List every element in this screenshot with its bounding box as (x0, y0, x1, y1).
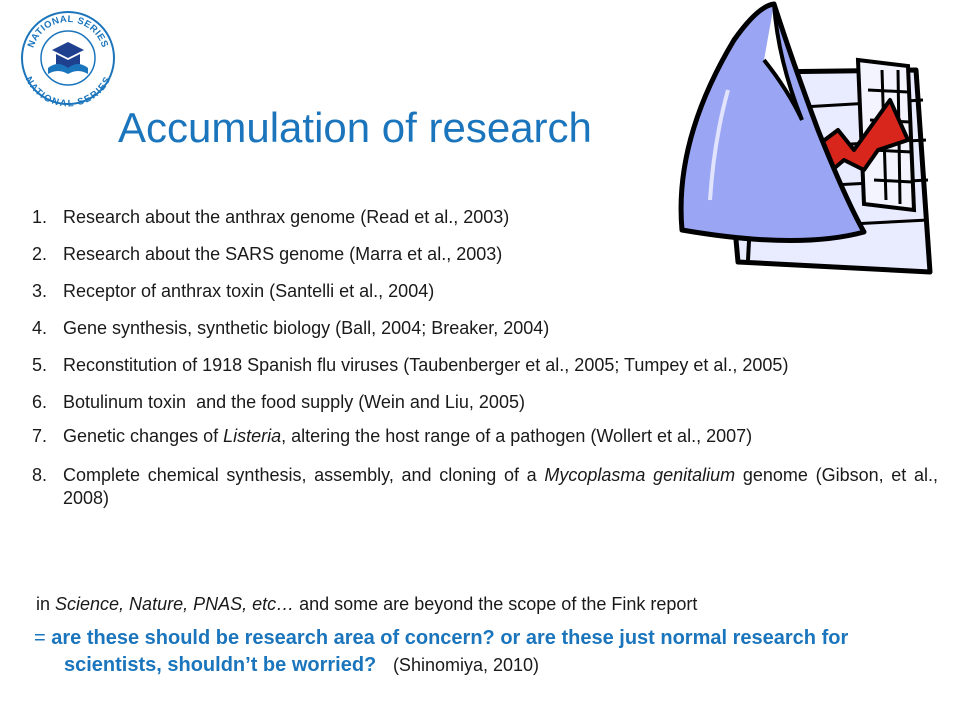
list-item (32, 354, 938, 377)
item-text: Complete chemical synthesis, assembly, and cloning of a (63, 465, 545, 485)
item-number: 5. (32, 355, 48, 375)
item-text: Research about the SARS genome (Marra et al., 2003) (63, 244, 503, 264)
svg-text:NATIONAL SERIES (23, 75, 113, 110)
item-text: Botulinum toxin and the food supply (Wein and Liu, 2005) (63, 392, 525, 412)
item-number: 3. (32, 281, 48, 301)
item-number: 6. (32, 392, 48, 412)
item-text: Genetic changes of (63, 426, 224, 446)
item-number: 1. (32, 207, 48, 227)
journals-names: Science, Nature, PNAS, etc… (55, 594, 295, 614)
item-number: 7. (32, 426, 48, 446)
item-text-tail: genome (Gibson, et al., 2008) (63, 465, 939, 508)
concern-question (34, 625, 944, 679)
list-item (32, 206, 938, 229)
logo-bottom-text: NATIONAL SERIES (22, 74, 114, 110)
list-item (32, 391, 938, 414)
item-text: Receptor of anthrax toxin (Santelli et al., 2004) (63, 281, 435, 301)
item-number: 2. (32, 244, 48, 264)
journals-note (36, 594, 697, 615)
list-item (32, 280, 938, 303)
item-italic-term: Mycoplasma genitalium (544, 465, 736, 485)
item-number: 8. (32, 465, 48, 485)
research-list (32, 206, 938, 524)
logo-emblem-icon (48, 42, 88, 74)
list-item (32, 317, 938, 340)
item-text: Gene synthesis, synthetic biology (Ball, 2004; Breaker, 2004) (63, 318, 550, 338)
list-item (32, 422, 938, 450)
question-text: are these should be research area of concern? or are these just normal research for scientists, shouldn’t be worried? (51, 627, 849, 676)
list-item (32, 243, 938, 266)
logo-top-text: NATIONAL SERIES (25, 13, 111, 50)
page-title: Accumulation of research (118, 104, 592, 151)
item-number: 4. (32, 318, 48, 338)
national-series-logo (14, 2, 122, 110)
item-text: Reconstitution of 1918 Spanish flu viruses (Taubenberger et al., 2005; Tumpey et al., 2005) (63, 355, 789, 375)
equals-sign: = (34, 627, 52, 649)
item-text: Research about the anthrax genome (Read et al., 2003) (63, 207, 510, 227)
journals-note-prefix: in (36, 594, 56, 614)
item-italic-term: Listeria (223, 426, 282, 446)
journals-note-tail: and some are beyond the scope of the Fink report (294, 594, 698, 614)
question-citation: (Shinomiya, 2010) (392, 655, 540, 675)
list-item (32, 464, 938, 510)
item-text-tail: , altering the host range of a pathogen (Wollert et al., 2007) (281, 426, 753, 446)
